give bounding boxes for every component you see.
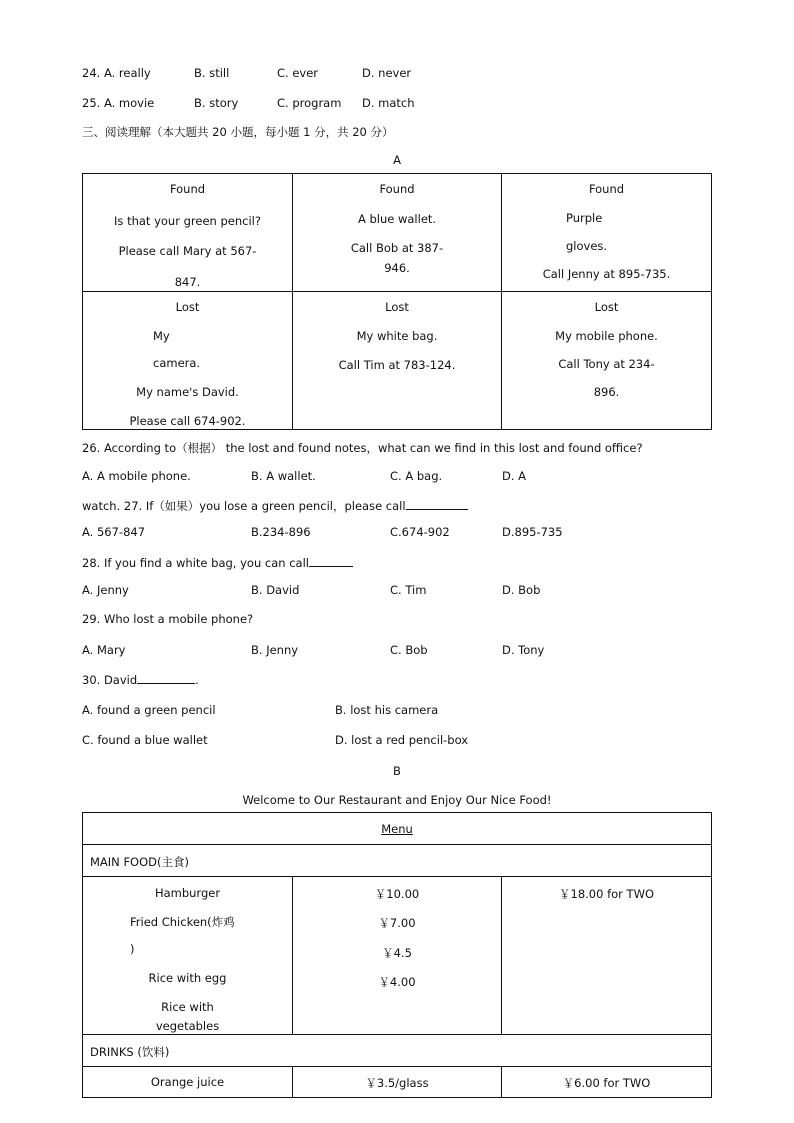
found-note-line: gloves. xyxy=(566,239,608,253)
q26-option-b: B. A wallet. xyxy=(251,469,316,483)
found-note-line: A blue wallet. xyxy=(357,212,437,226)
lost-note-line: camera. xyxy=(153,356,201,370)
drink-deal: ￥6.00 for TWO xyxy=(562,1076,651,1090)
lost-note-line: My mobile phone. xyxy=(555,329,658,343)
q27-stem-text: watch. 27. If（如果）you lose a green pencil，please call xyxy=(82,499,406,513)
q29-option-b: B. Jenny xyxy=(251,643,299,657)
passage-a-label: A xyxy=(393,153,401,167)
menu-title-row xyxy=(82,812,712,845)
food-item: Hamburger xyxy=(154,886,221,900)
answer-blank xyxy=(137,671,195,684)
main-food-row xyxy=(82,844,712,877)
q26-stem: 26. According to（根据） the lost and found notes，what can we find in this lost and found office? xyxy=(82,441,643,455)
food-items-cell xyxy=(82,876,293,1035)
q30-option-b: B. lost his camera xyxy=(335,703,439,717)
lost-note-line: 896. xyxy=(593,385,620,399)
q29-option-a: A. Mary xyxy=(82,643,126,657)
q30-option-d: D. lost a red pencil-box xyxy=(335,733,469,747)
q28-stem xyxy=(82,554,353,570)
q30-option-a: A. found a green pencil xyxy=(82,703,216,717)
lost-note-1 xyxy=(82,291,293,430)
restaurant-welcome: Welcome to Our Restaurant and Enjoy Our Nice Food! xyxy=(242,793,552,807)
lost-note-line: Please call 674-902. xyxy=(129,414,246,428)
answer-blank xyxy=(309,554,353,567)
q30-stem xyxy=(82,671,199,687)
q28-option-d: D. Bob xyxy=(502,583,541,597)
lost-note-line: Call Tony at 234- xyxy=(558,357,655,371)
food-price: ￥4.5 xyxy=(382,946,412,960)
found-note-3 xyxy=(501,173,712,292)
q27-option-c: C.674-902 xyxy=(390,525,450,539)
q28-option-a: A. Jenny xyxy=(82,583,129,597)
q27-option-a: A. 567-847 xyxy=(82,525,146,539)
lost-note-2 xyxy=(292,291,502,430)
q25-option-d: D. match xyxy=(362,96,415,110)
passage-b-label: B xyxy=(393,764,401,778)
food-price: ￥7.00 xyxy=(378,916,416,930)
food-deal: ￥18.00 for TWO xyxy=(559,887,654,901)
q26-option-d: D. A xyxy=(502,469,527,483)
q24-option-b: B. still xyxy=(194,66,230,80)
found-note-line: Call Bob at 387- xyxy=(350,241,444,255)
food-prices-cell xyxy=(292,876,502,1035)
main-food-heading: MAIN FOOD(主食) xyxy=(90,855,189,869)
found-note-line: 946. xyxy=(384,261,410,275)
q26-option-c: C. A bag. xyxy=(390,469,443,483)
answer-blank xyxy=(406,497,468,510)
q29-option-d: D. Tony xyxy=(502,643,545,657)
food-price: ￥4.00 xyxy=(378,975,416,989)
lost-note-title: Lost xyxy=(594,300,619,314)
found-note-2 xyxy=(292,173,502,292)
q24-option-c: C. ever xyxy=(277,66,319,80)
q28-option-b: B. David xyxy=(251,583,300,597)
lost-note-title: Lost xyxy=(385,300,409,314)
drink-item: Orange juice xyxy=(150,1075,225,1089)
lost-note-title: Lost xyxy=(175,300,200,314)
food-item: vegetables xyxy=(155,1019,220,1033)
drinks-heading: DRINKS (饮料) xyxy=(90,1045,170,1059)
drinks-row xyxy=(82,1034,712,1067)
q24-option-d: D. never xyxy=(362,66,412,80)
q25-option-b: B. story xyxy=(194,96,239,110)
food-item: Rice with egg xyxy=(148,971,227,985)
found-note-title: Found xyxy=(379,182,415,196)
q25-option-c: C. program xyxy=(277,96,342,110)
found-note-line: Purple xyxy=(566,211,603,225)
q24-option-a: 24. A. really xyxy=(82,66,151,80)
q28-stem-text: 28. If you find a white bag, you can call xyxy=(82,556,309,570)
food-item: Rice with xyxy=(161,1000,214,1014)
q30-option-c: C. found a blue wallet xyxy=(82,733,208,747)
food-item: Fried Chicken(炸鸡 xyxy=(130,915,235,929)
q27-option-b: B.234-896 xyxy=(251,525,311,539)
lost-note-line: My xyxy=(153,329,170,343)
q25-option-a: 25. A. movie xyxy=(82,96,155,110)
menu-title: Menu xyxy=(381,822,413,836)
food-item: ) xyxy=(130,942,135,956)
found-note-title: Found xyxy=(169,182,206,196)
found-note-title: Found xyxy=(588,182,625,196)
q29-option-c: C. Bob xyxy=(390,643,428,657)
q30-stem-end: . xyxy=(195,673,199,687)
q28-option-c: C. Tim xyxy=(390,583,427,597)
section-heading: 三、阅读理解（本大题共 20 小题，每小题 1 分，共 20 分） xyxy=(82,125,394,139)
found-note-line: 847. xyxy=(174,275,201,289)
found-note-1 xyxy=(82,173,293,292)
drink-item-cell xyxy=(82,1066,293,1098)
lost-note-line: My white bag. xyxy=(356,329,438,343)
lost-note-3 xyxy=(501,291,712,430)
food-deal-cell xyxy=(501,876,712,1035)
found-note-line: Is that your green pencil? xyxy=(114,214,261,228)
q30-stem-text: 30. David xyxy=(82,673,138,687)
drink-price: ￥3.5/glass xyxy=(365,1076,429,1090)
found-note-line: Please call Mary at 567- xyxy=(118,244,257,258)
food-price: ￥10.00 xyxy=(374,887,420,901)
drink-deal-cell xyxy=(501,1066,712,1098)
q26-option-a: A. A mobile phone. xyxy=(82,469,191,483)
drink-price-cell xyxy=(292,1066,502,1098)
lost-note-line: Call Tim at 783-124. xyxy=(338,358,456,372)
found-note-line: Call Jenny at 895-735. xyxy=(542,267,671,281)
lost-note-line: My name's David. xyxy=(136,385,239,399)
q29-stem: 29. Who lost a mobile phone? xyxy=(82,612,254,626)
q27-option-d: D.895-735 xyxy=(502,525,563,539)
q27-stem xyxy=(82,497,468,514)
